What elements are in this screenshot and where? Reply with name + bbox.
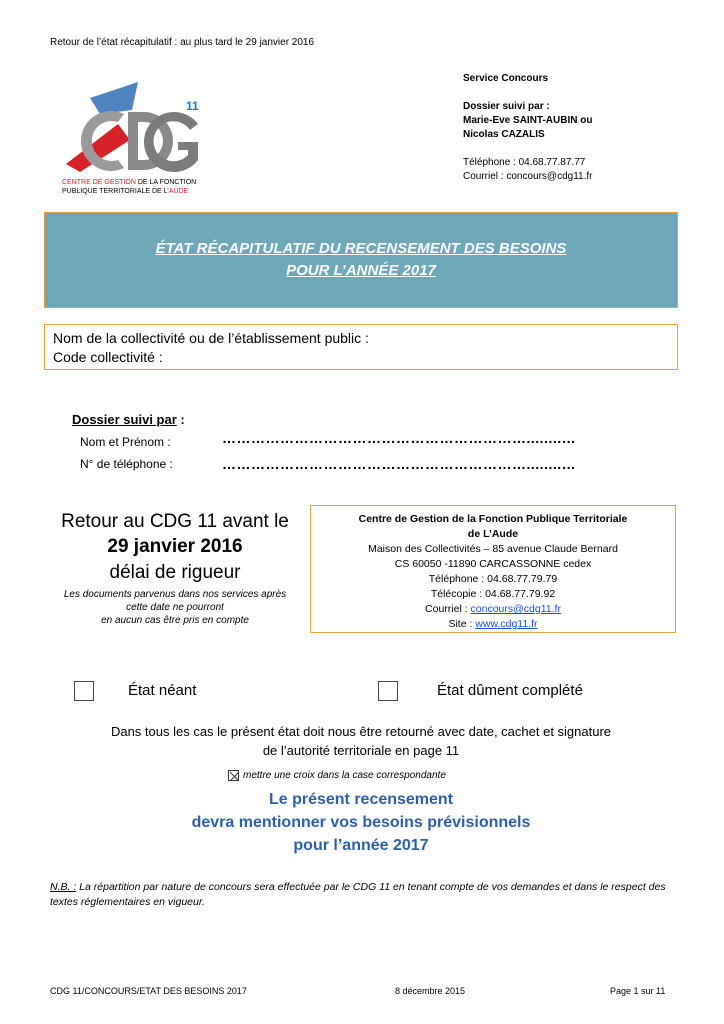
logo-caption-main2: PUBLIQUE TERRITORIALE DE L’	[62, 188, 169, 195]
retour-note-line2: cette date ne pourront	[126, 602, 224, 613]
footer-left: CDG 11/CONCOURS/ETAT DES BESOINS 2017	[50, 986, 247, 996]
service-dossier-label: Dossier suivi par :	[463, 101, 550, 112]
etat-neant-label: État néant	[128, 682, 197, 699]
header-note: Retour de l’état récapitulatif : au plus tard le 29 janvier 2016	[50, 37, 315, 48]
cdg-logo	[60, 80, 210, 200]
name-field-dots[interactable]: ………………………………………………………........…	[222, 430, 577, 446]
collectivite-code-label: Code collectivité :	[53, 349, 163, 365]
service-phone: Téléphone : 04.68.77.87.77	[463, 157, 586, 168]
logo-caption-rest1: DE LA FONCTION	[135, 179, 197, 186]
collectivite-name-label: Nom de la collectivité ou de l’établissement public :	[53, 330, 369, 346]
cdg-address2: CS 60050 -11890 CARCASSONNE cedex	[394, 558, 592, 570]
recensement-line1: Le présent recensement	[268, 791, 454, 808]
cdg-fax: Télécopie : 04.68.77.79.92	[430, 588, 556, 600]
cdg-email-link[interactable]: concours@cdg11.fr	[470, 603, 561, 615]
retour-note-line3: en aucun cas être pris en compte	[101, 615, 249, 626]
cdg-phone: Téléphone : 04.68.77.79.79	[428, 573, 558, 585]
logo-caption-red1: CENTRE DE GESTION	[62, 179, 136, 186]
notice-line2: de l’autorité territoriale en page 11	[262, 743, 460, 758]
retour-note	[44, 588, 306, 627]
phone-field-dots[interactable]: ………………………………………………………........…	[222, 456, 577, 472]
service-contact-line1: Marie-Eve SAINT-AUBIN ou	[463, 115, 593, 126]
title-line1: ÉTAT RÉCAPITULATIF DU RECENSEMENT DES BESOINS	[155, 240, 567, 257]
cdg-email-label: Courriel :	[425, 603, 471, 615]
nb-text: La répartition par nature de concours sera effectuée par le CDG 11 en tenant compte de vos demandes et dans le respect des textes réglementaires en vigueur.	[50, 881, 666, 908]
service-email: Courriel : concours@cdg11.fr	[463, 171, 593, 182]
nb-note	[50, 880, 670, 910]
title-line2: POUR L’ANNÉE 2017	[286, 262, 436, 279]
retour-deadline: 29 janvier 2016	[107, 536, 243, 557]
etat-complete-checkbox[interactable]	[378, 681, 398, 701]
collectivite-box	[44, 324, 678, 370]
cdg-site-link[interactable]: www.cdg11.fr	[475, 618, 538, 630]
logo-number: 11	[186, 99, 199, 113]
service-contact-block	[463, 72, 592, 184]
cdg-address1: Maison des Collectivités – 85 avenue Claude Bernard	[368, 543, 618, 555]
cdg-site-label: Site :	[448, 618, 476, 630]
retour-note-line1: Les documents parvenus dans nos services après	[63, 589, 287, 600]
title-box	[44, 212, 678, 308]
phone-field-label: N° de téléphone :	[80, 457, 173, 471]
dossier-section-title	[72, 412, 185, 427]
etat-complete-label: État dûment complété	[437, 682, 583, 699]
logo-caption-red2: AUDE	[168, 188, 189, 195]
retour-line1: Retour au CDG 11 avant le	[61, 511, 289, 532]
notice-text	[44, 722, 678, 760]
retour-line3: délai de rigueur	[109, 562, 241, 583]
retour-block	[44, 510, 306, 627]
footer-date: 8 décembre 2015	[395, 986, 466, 996]
footer-page: Page 1 sur 11	[610, 986, 666, 996]
etat-neant-checkbox[interactable]	[74, 681, 94, 701]
logo-caption	[62, 178, 196, 196]
nb-label: N.B. :	[50, 881, 77, 893]
service-contact-line2: Nicolas CAZALIS	[463, 129, 545, 140]
cdg-title-line1: Centre de Gestion de la Fonction Publique Territoriale	[358, 513, 628, 525]
cross-note-text: mettre une croix dans la case correspondante	[243, 770, 446, 781]
cdg-title-line2: de L’Aude	[467, 528, 519, 540]
dossier-title-underlined: Dossier suivi par	[72, 412, 177, 427]
service-title: Service Concours	[463, 73, 549, 84]
crossed-box-icon	[228, 770, 239, 781]
recensement-notice	[44, 788, 678, 857]
notice-line1: Dans tous les cas le présent état doit nous être retourné avec date, cachet et signature	[110, 724, 612, 739]
dossier-title-suffix: :	[176, 412, 185, 427]
cdg-address-box	[310, 505, 676, 633]
name-field-label: Nom et Prénom :	[80, 435, 171, 449]
recensement-line3: pour l’année 2017	[293, 837, 429, 854]
cross-note	[228, 770, 446, 781]
recensement-line2: devra mentionner vos besoins prévisionnels	[191, 814, 531, 831]
